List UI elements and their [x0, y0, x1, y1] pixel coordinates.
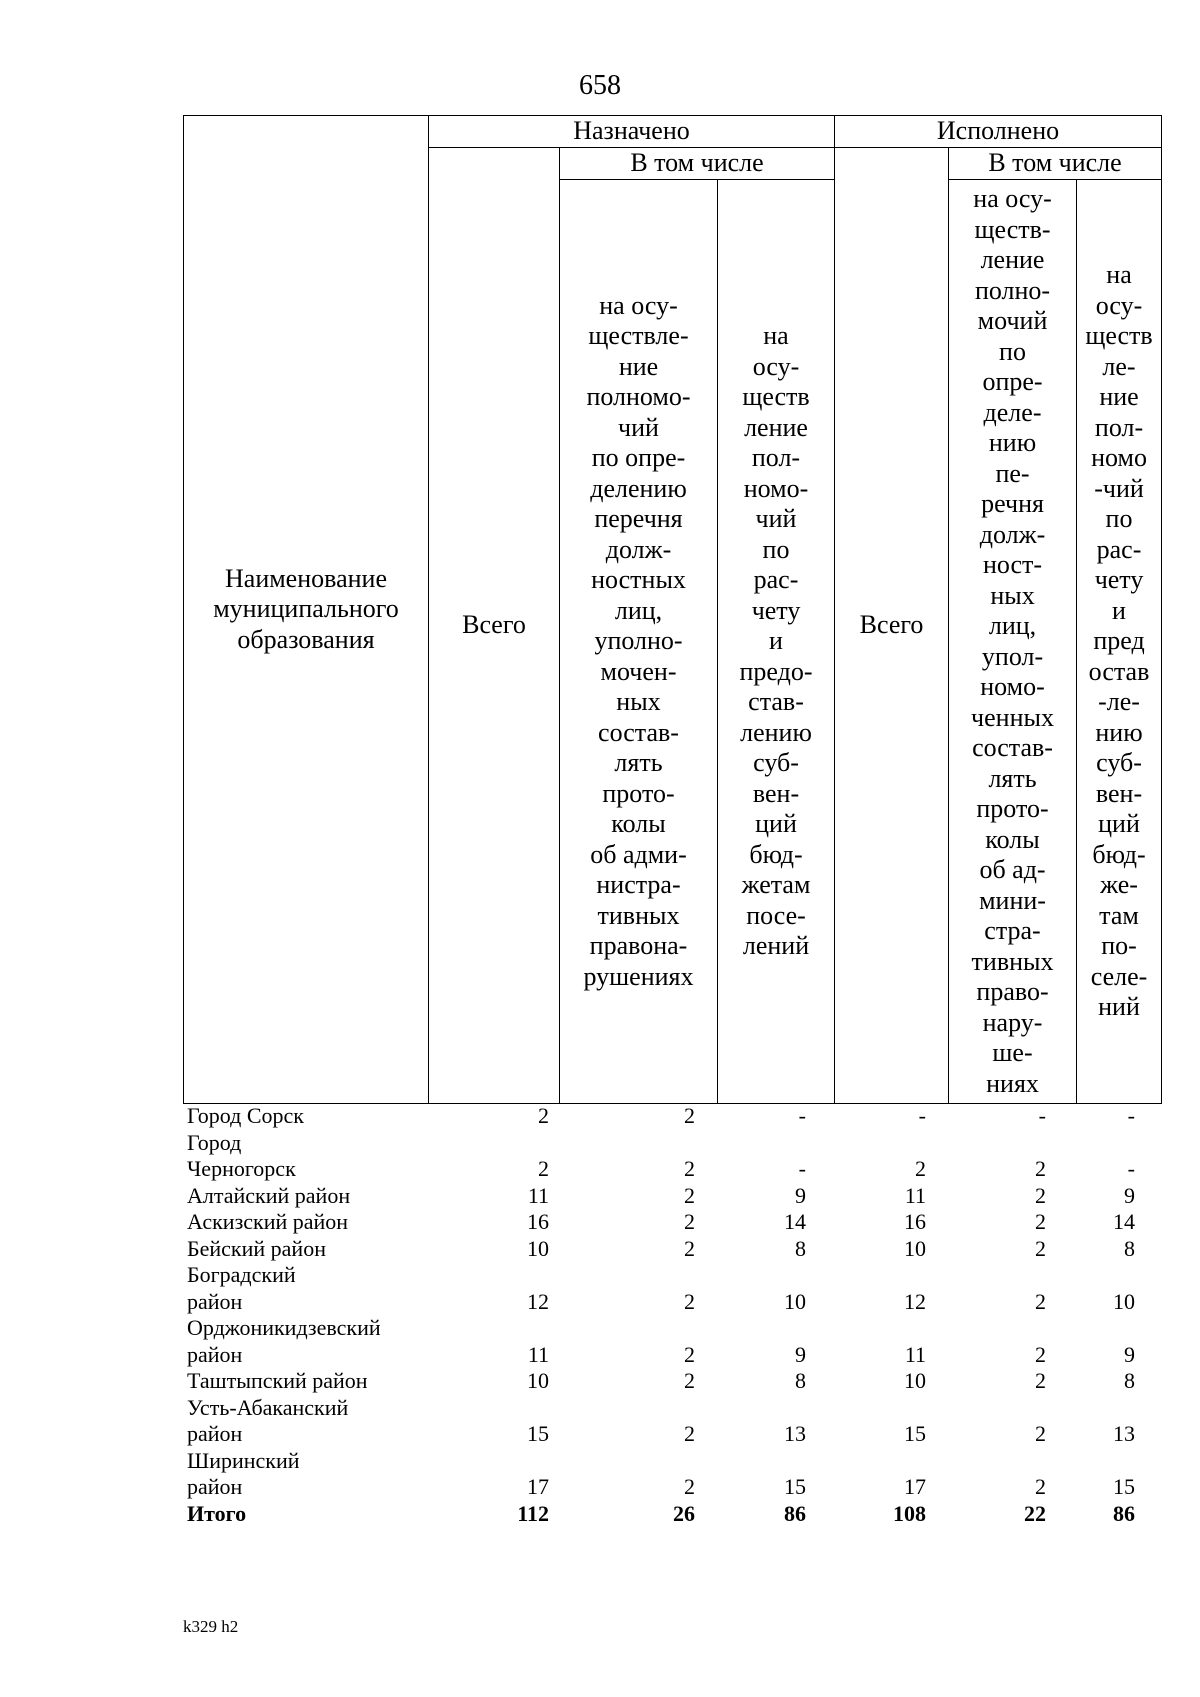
- row-value: 8: [1124, 1235, 1135, 1261]
- table-row: [183, 1209, 1161, 1236]
- row-value: 26: [673, 1500, 695, 1526]
- row-value: 16: [527, 1209, 549, 1234]
- row-value: 15: [904, 1421, 926, 1446]
- row-value: 2: [538, 1103, 549, 1128]
- row-value: 2: [684, 1209, 695, 1234]
- row-value: 11: [527, 1341, 549, 1367]
- row-value: 8: [1124, 1368, 1135, 1393]
- row-value: 9: [795, 1182, 806, 1208]
- row-value: 2: [684, 1288, 695, 1314]
- row-value: 2: [1035, 1182, 1046, 1208]
- row-value: 13: [784, 1421, 806, 1446]
- row-value: 2: [915, 1156, 926, 1181]
- row-value: 9: [1124, 1182, 1135, 1208]
- row-value: 10: [904, 1368, 926, 1393]
- row-value: 10: [527, 1368, 549, 1393]
- row-value: 17: [904, 1474, 926, 1499]
- row-value: 13: [1113, 1421, 1135, 1446]
- row-value: -: [1127, 1156, 1135, 1181]
- row-value: 2: [684, 1421, 695, 1446]
- row-value: 86: [784, 1500, 806, 1526]
- row-name: Алтайский район: [187, 1182, 351, 1208]
- row-name: Усть-Абаканский район: [187, 1394, 349, 1446]
- row-value: 2: [538, 1156, 549, 1181]
- row-value: 2: [684, 1368, 695, 1393]
- row-value: 2: [684, 1474, 695, 1499]
- header-municipality: Наименование муниципального образования: [184, 116, 429, 1104]
- header-executed: Исполнено: [835, 116, 1162, 148]
- row-value: 112: [517, 1500, 549, 1526]
- header-executed-subventions: на осу- ществ ле- ние пол- номо -чий по рас- чету и пред остав -ле- нию суб- вен- ций бюд- же- там по- селе- ний: [1077, 180, 1162, 1104]
- table-row: [183, 1395, 1161, 1448]
- row-name: Ширинский район: [187, 1447, 300, 1499]
- row-value: 22: [1024, 1500, 1046, 1526]
- row-value: 2: [684, 1103, 695, 1128]
- header-executed-total: Всего: [835, 148, 949, 1104]
- row-value: 2: [1035, 1368, 1046, 1393]
- table-row: [183, 1130, 1161, 1183]
- row-value: 2: [1035, 1288, 1046, 1314]
- row-name: Бейский район: [187, 1235, 326, 1261]
- row-value: -: [798, 1156, 806, 1181]
- row-value: 2: [1035, 1421, 1046, 1446]
- row-value: 2: [1035, 1235, 1046, 1261]
- row-name: Итого: [187, 1500, 247, 1526]
- row-value: 2: [1035, 1474, 1046, 1499]
- table-row: [183, 1236, 1161, 1263]
- row-name: Аскизский район: [187, 1209, 349, 1234]
- table-row: [183, 1501, 1161, 1528]
- row-value: 11: [904, 1182, 926, 1208]
- row-name: Город Сорск: [187, 1103, 304, 1128]
- row-value: 2: [684, 1235, 695, 1261]
- page-number: 658: [579, 70, 621, 101]
- row-value: -: [1038, 1103, 1046, 1128]
- header-executed-including: В том числе: [949, 148, 1162, 180]
- row-value: 2: [1035, 1156, 1046, 1181]
- row-value: 14: [1113, 1209, 1135, 1234]
- table-row: [183, 1315, 1161, 1368]
- row-value: 2: [684, 1156, 695, 1181]
- row-name: Орджоникидзевский район: [187, 1315, 381, 1367]
- row-value: 108: [893, 1500, 926, 1526]
- row-value: 9: [1124, 1341, 1135, 1367]
- footer-code: k329 h2: [183, 1617, 239, 1636]
- row-value: 2: [684, 1182, 695, 1208]
- row-name: Боградский район: [187, 1262, 296, 1314]
- row-value: 2: [1035, 1341, 1046, 1367]
- row-value: 12: [527, 1288, 549, 1314]
- row-value: 8: [795, 1368, 806, 1393]
- table-row: [183, 1448, 1161, 1501]
- row-value: 12: [904, 1288, 926, 1314]
- row-value: 11: [527, 1182, 549, 1208]
- row-value: -: [1127, 1103, 1135, 1128]
- row-value: -: [798, 1103, 806, 1128]
- table-row: [183, 1103, 1161, 1130]
- row-value: 8: [795, 1235, 806, 1261]
- table-body: [183, 1103, 1161, 1527]
- row-name: Таштыпский район: [187, 1368, 368, 1393]
- row-value: 15: [527, 1421, 549, 1446]
- row-value: 16: [904, 1209, 926, 1234]
- row-value: 10: [784, 1288, 806, 1314]
- row-value: 10: [1113, 1288, 1135, 1314]
- header-assigned-protocols: на осу- ществле- ние полномо- чий по опре- делению перечня долж- ностных лиц, уполно- мочен- ных состав- лять прото- колы об адми- нистра- тивных правона- рушениях: [560, 180, 718, 1104]
- row-value: 15: [1113, 1474, 1135, 1499]
- table-header: [183, 115, 1162, 1104]
- header-assigned-subventions: на осу- ществ ление пол- номо- чий по рас- чету и предо- став- лению суб- вен- ций бюд- жетам посе- лений: [718, 180, 835, 1104]
- row-value: 10: [527, 1235, 549, 1261]
- header-assigned: Назначено: [429, 116, 835, 148]
- row-value: 86: [1113, 1500, 1135, 1526]
- row-value: 9: [795, 1341, 806, 1367]
- header-assigned-including: В том числе: [560, 148, 835, 180]
- row-value: 2: [1035, 1209, 1046, 1234]
- row-value: 14: [784, 1209, 806, 1234]
- row-name: Город Черногорск: [187, 1129, 296, 1181]
- row-value: -: [918, 1103, 926, 1128]
- row-value: 15: [784, 1474, 806, 1499]
- row-value: 11: [904, 1341, 926, 1367]
- row-value: 17: [527, 1474, 549, 1499]
- row-value: 2: [684, 1341, 695, 1367]
- row-value: 10: [904, 1235, 926, 1261]
- table-row: [183, 1262, 1161, 1315]
- table-row: [183, 1368, 1161, 1395]
- table-row: [183, 1183, 1161, 1210]
- header-executed-protocols: на осу- ществ- ление полно- мочий по опре- деле- нию пе- речня долж- ност- ных лиц, упол- номо- ченных состав- лять прото- колы об ад- мини- стра- тивных право- нару- ше- ниях: [949, 180, 1077, 1104]
- header-assigned-total: Всего: [429, 148, 560, 1104]
